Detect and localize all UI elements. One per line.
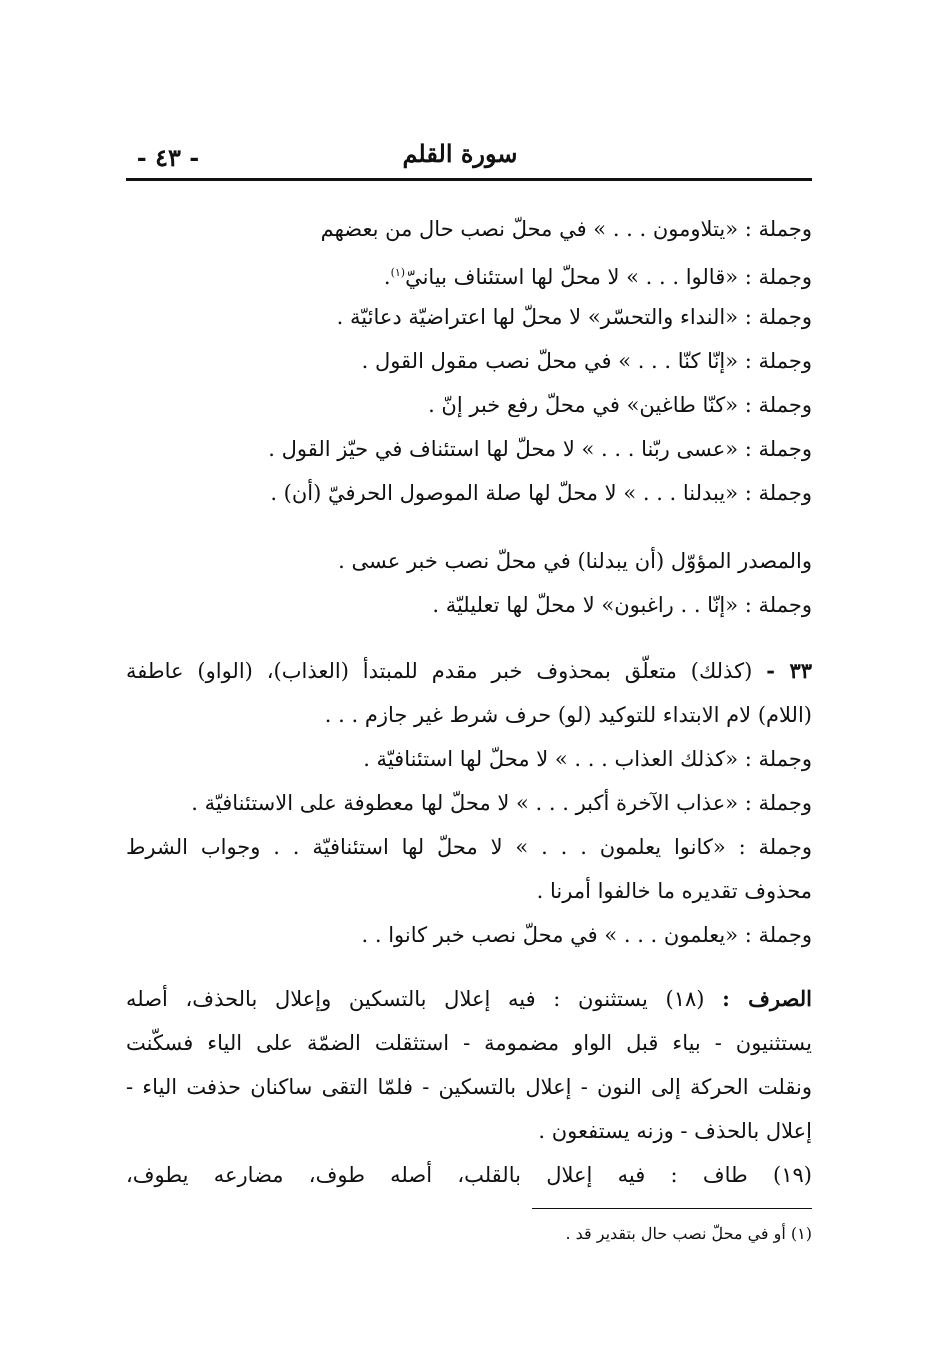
verse-33-line: وجملة : «يعلمون . . . » في محلّ نصب خبر كانوا . . <box>361 923 812 947</box>
text-line: وجملة : «إنّا كنّا . . . » في محلّ نصب مقول القول . <box>361 349 812 373</box>
text-line: وجملة : «عسى ربّنا . . . » لا محلّ لها استئناف في حيّز القول . <box>268 437 812 461</box>
sarf-text: (١٨) يستثنون : فيه إعلال بالتسكين وإعلال بالحذف، أصله <box>126 987 705 1011</box>
footnote: (١) أو في محلّ نصب حال بتقدير قد . <box>565 1224 812 1243</box>
verse-number: ٣٣ - <box>766 658 812 683</box>
verse-33-text: (كذلك) متعلّق بمحذوف خبر مقدم للمبتدأ (العذاب)، (الواو) عاطفة <box>126 659 753 683</box>
footnote-marker: (١) <box>390 266 406 279</box>
text-line: وجملة : «كنّا طاغين» في محلّ رفع خبر إنّ . <box>428 393 812 417</box>
verse-33-line: وجملة : «كانوا يعلمون . . . » لا محلّ لها استئنافيّة . . وجواب الشرط <box>126 835 812 859</box>
text-line: والمصدر المؤوّل (أن يبدلنا) في محلّ نصب خبر عسى . <box>338 549 812 573</box>
text-line: وجملة : «قالوا . . . » لا محلّ لها استئناف بيانيّ$^{(١)}$. <box>383 265 812 289</box>
sarf-line: إعلال بالحذف - وزنه يستفعون . <box>538 1119 812 1143</box>
sarf-line: يستثنيون - بياء قبل الواو مضمومة - استثقلت الضمّة على الياء فسكّنت <box>126 1031 812 1055</box>
sarf-label: الصرف : <box>722 986 812 1011</box>
sarf-line: (١٩) طاف : فيه إعلال بالقلب، أصله طوف، مضارعه يطوف، <box>126 1163 812 1187</box>
verse-33-line: محذوف تقديره ما خالفوا أمرنا . <box>536 879 812 903</box>
text-line: وجملة : «إنّا . . راغبون» لا محلّ لها تعليليّة . <box>432 593 812 617</box>
surah-title: سورة القلم <box>402 139 518 168</box>
sarf-line: ونقلت الحركة إلى النون - إعلال بالتسكين - فلمّا التقى ساكنان حذفت الياء - <box>126 1075 812 1099</box>
text-line: وجملة : «يبدلنا . . . » لا محلّ لها صلة الموصول الحرفيّ (أن) . <box>270 481 812 505</box>
main-text <box>126 0 812 1364</box>
footnote-rule <box>532 1208 812 1209</box>
verse-33-line: وجملة : «كذلك العذاب . . . » لا محلّ لها استئنافيّة . <box>363 747 812 771</box>
sarf-line <box>126 978 812 1020</box>
verse-33-line: وجملة : «عذاب الآخرة أكبر . . . » لا محلّ لها معطوفة على الاستئنافيّة . <box>191 791 812 815</box>
verse-33-line: (اللام) لام الابتداء للتوكيد (لو) حرف شرط غير جازم . . . <box>324 703 812 727</box>
text-line-content: وجملة : «قالوا . . . » لا محلّ لها استئناف بيانيّ <box>405 265 812 289</box>
page-number: - ٤٣ - <box>136 143 200 172</box>
verse-33-line <box>126 650 812 692</box>
text-line: وجملة : «النداء والتحسّر» لا محلّ لها اعتراضيّة دعائيّة . <box>336 305 812 329</box>
text-line: وجملة : «يتلاومون . . . » في محلّ نصب حال من بعضهم <box>320 217 812 241</box>
